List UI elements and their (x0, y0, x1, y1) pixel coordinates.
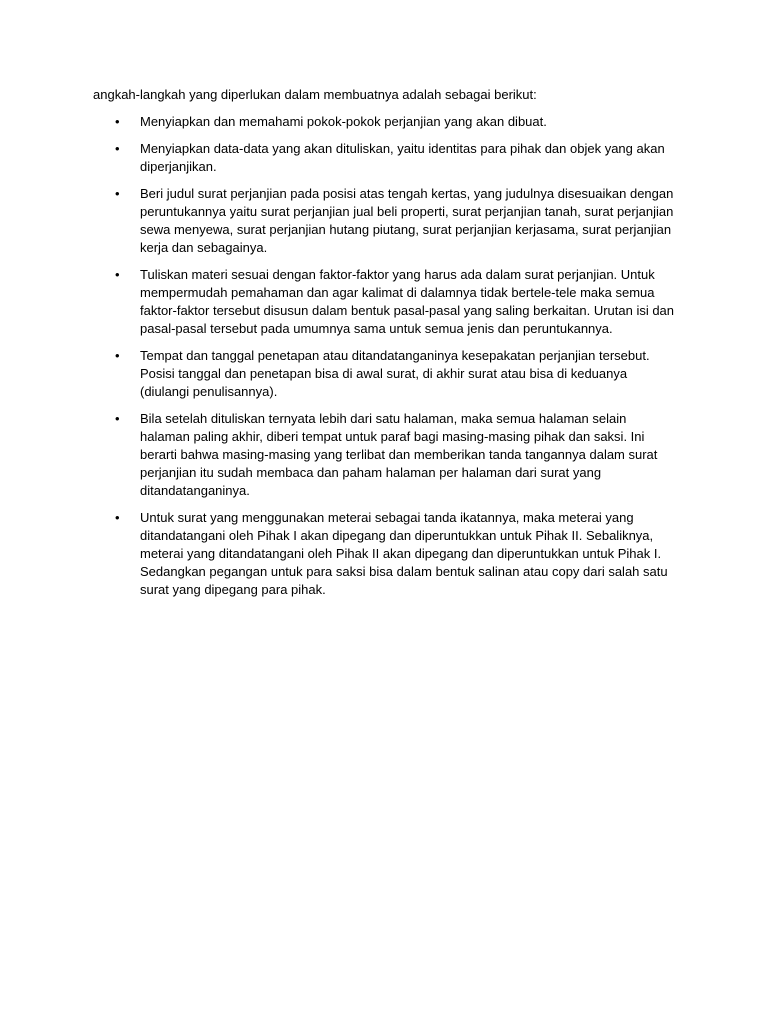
bullet-icon: • (115, 510, 120, 525)
bullet-icon: • (115, 141, 120, 156)
list-item-text: Beri judul surat perjanjian pada posisi atas tengah kertas, yang judulnya disesuaikan dengan peruntukannya yaitu surat perjanjian jual beli properti, surat perjanjian tanah, surat perjanjian sewa menyewa, surat perjanjian hutang piutang, surat perjanjian kerjasama, surat perjanjian kerja dan sebagainya. (140, 186, 674, 255)
list-item-text: Menyiapkan dan memahami pokok-pokok perjanjian yang akan dibuat. (140, 114, 547, 129)
list-item-text: Tuliskan materi sesuai dengan faktor-faktor yang harus ada dalam surat perjanjian. Untuk mempermudah pemahaman dan agar kalimat di dalamnya tidak bertele-tele maka semua faktor-faktor tersebut disusun dalam bentuk pasal-pasal yang saling berkaitan. Urutan isi dan pasal-pasal tersebut pada umumnya sama untuk semua jenis dan peruntukannya. (140, 267, 675, 336)
list-item (93, 347, 675, 401)
bullet-icon: • (115, 411, 120, 426)
list-item-text: Tempat dan tanggal penetapan atau ditandatanganinya kesepakatan perjanjian tersebut. Posisi tanggal dan penetapan bisa di awal surat, di akhir surat atau bisa di keduanya (diulangi penulisannya). (140, 348, 650, 399)
bullet-icon: • (115, 186, 120, 201)
list-item-text: Untuk surat yang menggunakan meterai sebagai tanda ikatannya, maka meterai yang ditandatangani oleh Pihak I akan dipegang dan diperuntukkan untuk Pihak II. Sebaliknya, meterai yang ditandatangani oleh Pihak II akan dipegang dan diperuntukkan untuk Pihak I. Sedangkan pegangan untuk para saksi bisa dalam bentuk salinan atau copy dari salah satu surat yang dipegang para pihak. (140, 510, 668, 597)
bullet-icon: • (115, 267, 120, 282)
bullet-icon: • (115, 114, 120, 129)
document-body (93, 86, 675, 608)
list-item (93, 185, 675, 257)
list-item (93, 140, 675, 176)
list-item (93, 509, 675, 599)
steps-list (93, 113, 675, 599)
list-item (93, 266, 675, 338)
intro-paragraph: angkah-langkah yang diperlukan dalam membuatnya adalah sebagai berikut: (93, 87, 537, 102)
list-item-text: Bila setelah dituliskan ternyata lebih dari satu halaman, maka semua halaman selain halaman paling akhir, diberi tempat untuk paraf bagi masing-masing pihak dan saksi. Ini berarti bahwa masing-masing yang terlibat dan memberikan tanda tangannya dalam surat perjanjian itu sudah membaca dan paham halaman per halaman dari surat yang ditandatanganinya. (140, 411, 658, 498)
list-item-text: Menyiapkan data-data yang akan dituliskan, yaitu identitas para pihak dan objek yang akan diperjanjikan. (140, 141, 665, 174)
list-item (93, 410, 675, 500)
bullet-icon: • (115, 348, 120, 363)
list-item (93, 113, 675, 131)
